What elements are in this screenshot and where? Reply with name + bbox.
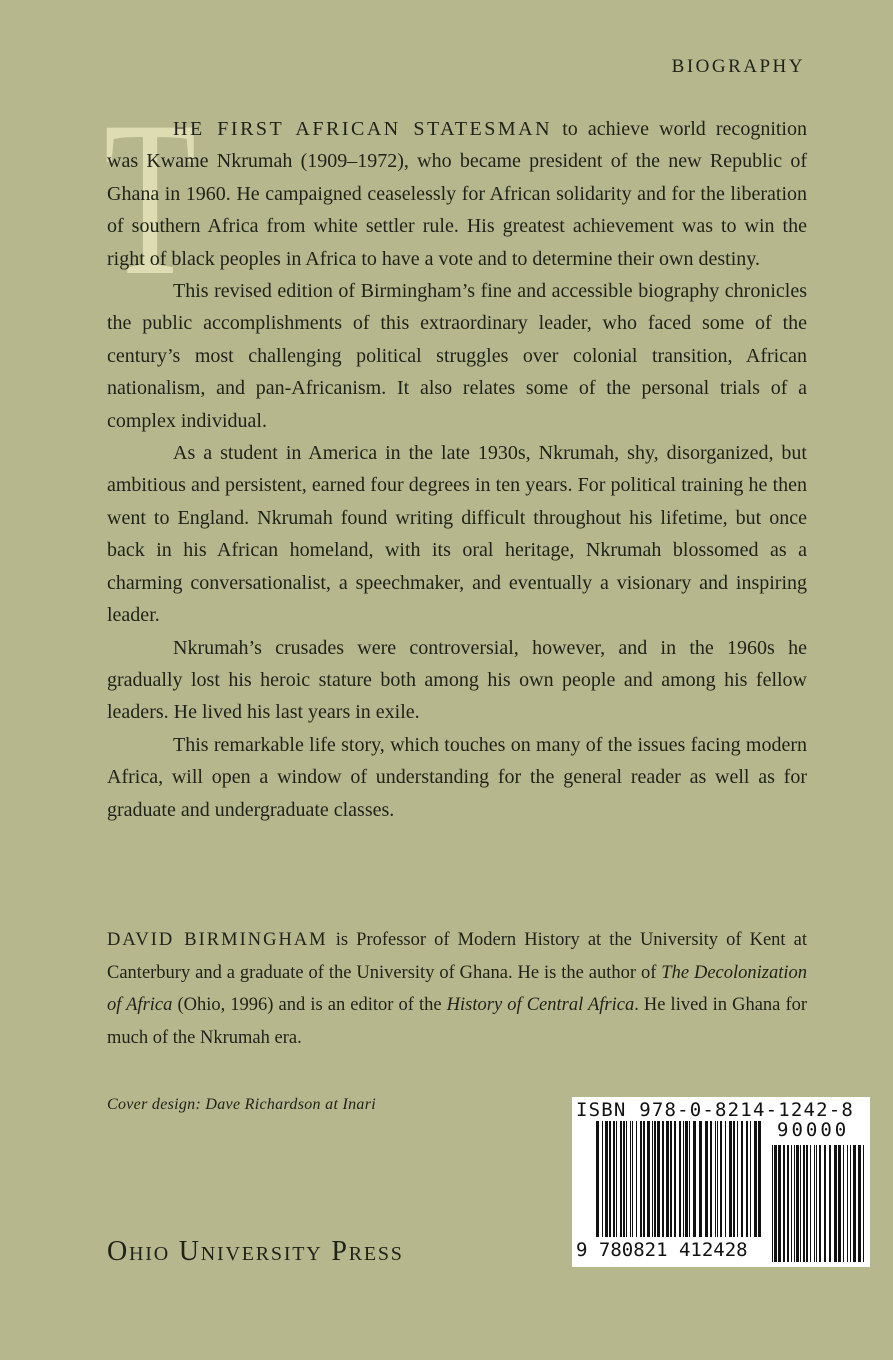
barcode-bar bbox=[824, 1145, 826, 1262]
paragraph-4: Nkrumah’s crusades were controversial, however, and in the 1960s he gradually lost his heroic stature both among his own people and among his fellow leaders. He lived his last years in exile. bbox=[107, 636, 807, 724]
barcode-bar bbox=[666, 1121, 669, 1237]
author-name: DAVID BIRMINGHAM bbox=[107, 930, 328, 950]
barcode-bar bbox=[674, 1121, 676, 1237]
barcode-bar bbox=[787, 1145, 789, 1262]
barcode-bar bbox=[783, 1145, 785, 1262]
barcode-bar bbox=[843, 1145, 844, 1262]
paragraph-3: As a student in America in the late 1930s, Nkrumah, shy, disorganized, but ambitious and persistent, earned four degrees in ten years. For political training he then went to England. Nkrumah found writing difficult throughout his lifetime, but once back in his African homeland, with its oral heritage, Nkrumah blossomed as a charming conversationalist, a speechmaker, and eventually a visionary and inspiring leader. bbox=[107, 442, 807, 627]
barcode-bar bbox=[626, 1121, 627, 1237]
barcode-digits: 9 780821 412428 bbox=[576, 1239, 748, 1261]
barcode-bar bbox=[654, 1121, 656, 1237]
barcode-bar bbox=[630, 1121, 631, 1237]
book-title-2: History of Central Africa bbox=[446, 995, 635, 1016]
barcode-bar bbox=[662, 1121, 664, 1237]
barcode-bar bbox=[850, 1145, 851, 1262]
barcode-addon-digits: 90000 bbox=[777, 1119, 850, 1141]
barcode-bar bbox=[636, 1121, 637, 1237]
barcode-bar bbox=[717, 1121, 718, 1237]
isbn-label: ISBN 978-0-8214-1242-8 bbox=[576, 1099, 855, 1121]
paragraph-1 bbox=[107, 113, 807, 275]
barcode-bar bbox=[657, 1121, 660, 1237]
barcode-bar bbox=[685, 1121, 688, 1237]
barcode-bar bbox=[729, 1121, 732, 1237]
paragraph-5: This remarkable life story, which touches on many of the issues facing modern Africa, will open a window of understanding for the general reader as well as for graduate and undergraduate classes. bbox=[107, 733, 807, 821]
barcode-bar bbox=[620, 1121, 622, 1237]
barcode-bar bbox=[689, 1121, 690, 1237]
barcode-bar bbox=[741, 1121, 743, 1237]
author-bio-text-3: . He lived in Ghana for much of the Nkrumah era. bbox=[107, 995, 808, 1049]
cover-credit: Cover design: Dave Richardson at Inari bbox=[107, 1096, 376, 1113]
barcode-bar bbox=[737, 1121, 738, 1237]
barcode-bar bbox=[602, 1121, 603, 1237]
barcode bbox=[572, 1097, 870, 1267]
barcode-bar bbox=[853, 1145, 856, 1262]
author-bio-text-2: (Ohio, 1996) and is an editor of the bbox=[177, 995, 442, 1016]
barcode-bar bbox=[806, 1145, 808, 1262]
barcode-bar bbox=[796, 1145, 799, 1262]
barcode-bar bbox=[643, 1121, 645, 1237]
barcode-bar bbox=[613, 1121, 615, 1237]
barcode-bar bbox=[750, 1121, 751, 1237]
barcode-bar bbox=[720, 1121, 722, 1237]
barcode-bar bbox=[640, 1121, 642, 1237]
barcode-bar bbox=[710, 1121, 712, 1237]
barcode-bar bbox=[814, 1145, 815, 1262]
barcode-bar bbox=[838, 1145, 841, 1262]
barcode-bar bbox=[819, 1145, 821, 1262]
barcode-bar bbox=[725, 1121, 726, 1237]
barcode-bar bbox=[652, 1121, 653, 1237]
drop-cap: T bbox=[104, 76, 197, 322]
barcode-bar bbox=[683, 1121, 684, 1237]
barcode-bar bbox=[693, 1121, 696, 1237]
barcode-bar bbox=[715, 1121, 716, 1237]
author-bio bbox=[107, 924, 807, 1055]
barcode-bar bbox=[733, 1121, 735, 1237]
barcode-bar bbox=[699, 1121, 702, 1237]
barcode-bar bbox=[800, 1145, 801, 1262]
barcode-bar bbox=[778, 1145, 781, 1262]
barcode-bar bbox=[834, 1145, 837, 1262]
barcode-bar bbox=[847, 1145, 848, 1262]
barcode-bar bbox=[623, 1121, 625, 1237]
author-bio-text-1: is Professor of Modern History at the University of Kent at Canterbury and a graduate of the University of Ghana. He is the author of bbox=[107, 930, 808, 983]
barcode-bar bbox=[758, 1121, 761, 1237]
category-label: BIOGRAPHY bbox=[671, 56, 805, 77]
publisher-name: Ohio University Press bbox=[107, 1236, 404, 1267]
barcode-bar bbox=[810, 1145, 811, 1262]
barcode-bar bbox=[829, 1145, 831, 1262]
barcode-bar bbox=[596, 1121, 599, 1237]
book-title-1: The Decolonization of Africa bbox=[107, 962, 808, 1016]
barcode-bar bbox=[679, 1121, 681, 1237]
barcode-bar bbox=[791, 1145, 792, 1262]
lead-caps: HE FIRST AFRICAN STATESMAN bbox=[173, 118, 553, 140]
barcode-bar bbox=[609, 1121, 611, 1237]
barcode-bar bbox=[816, 1145, 817, 1262]
barcode-bar bbox=[746, 1121, 748, 1237]
description bbox=[107, 113, 807, 826]
barcode-bar bbox=[632, 1121, 633, 1237]
barcode-bar bbox=[858, 1145, 861, 1262]
barcode-bar bbox=[863, 1145, 864, 1262]
barcode-bar bbox=[605, 1121, 608, 1237]
barcode-bar bbox=[794, 1145, 795, 1262]
barcode-bar bbox=[803, 1145, 805, 1262]
barcode-bar bbox=[670, 1121, 672, 1237]
barcode-bar bbox=[647, 1121, 650, 1237]
barcode-bar bbox=[616, 1121, 617, 1237]
paragraph-1-text: to achieve world recognition was Kwame Nkrumah (1909–1972), who became president of the new Republic of Ghana in 1960. He campaigned ceaselessly for African solidarity and for the liberation of southern Africa from white settler rule. His greatest achievement was to win the right of black peoples in Africa to have a vote and to determine their own destiny. bbox=[107, 118, 807, 270]
paragraph-2: This revised edition of Birmingham’s fine and accessible biography chronicles the public accomplishments of this extraordinary leader, who faced some of the century’s most challenging political struggles over colonial transition, African nationalism, and pan-Africanism. It also relates some of the personal trials of a complex individual. bbox=[107, 280, 807, 432]
barcode-bar bbox=[705, 1121, 708, 1237]
barcode-bar bbox=[754, 1121, 757, 1237]
